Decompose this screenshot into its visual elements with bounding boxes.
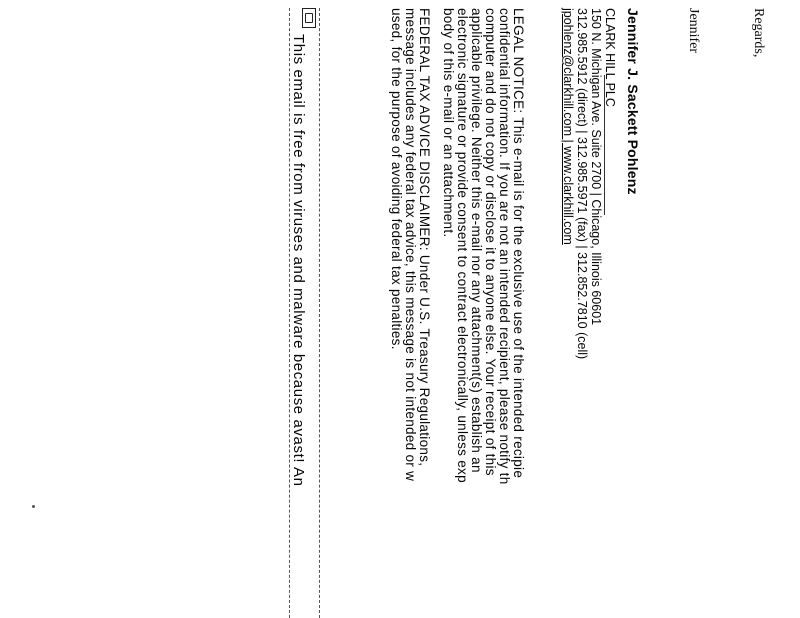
legal-notice-line: LEGAL NOTICE: This e-mail is for the exclusive use of the intended recipie — [511, 8, 526, 479]
legal-notice-line: confidential information. If you are not an intended recipient, please notify th — [497, 8, 512, 485]
footer-text — [291, 34, 305, 487]
legal-notice-line: electronic signature or provide consent to contract electronically, unless exp — [455, 8, 470, 483]
footer-separator-top — [319, 8, 320, 618]
signature-underline — [604, 75, 605, 215]
legal-notice-line: applicable privilege. Neither this e-mail nor any attachment(s) establish an — [469, 8, 484, 473]
signature-phone: 312.985.5912 (direct) | 312.985.5971 (fax) | 312.852.7810 (cell) — [575, 8, 589, 360]
legal-notice-line: computer and do not copy or disclose it to anyone else. Your receipt of this — [483, 8, 498, 476]
tax-disclaimer-line: used, for the purpose of avoiding federal tax penalties. — [389, 8, 404, 350]
scan-dot — [32, 505, 35, 508]
signature-address: 150 N. Michigan Ave. Suite 2700 | Chicago, Illinois 60601 — [589, 8, 603, 326]
signature-firm-name[interactable]: CLARK HILL PLC — [603, 8, 617, 107]
avast-logo-icon[interactable] — [302, 8, 316, 28]
tax-disclaimer-line: message includes any federal tax advice, this message is not intended or w — [403, 8, 418, 482]
signature-full-name: Jennifer J. Sackett Pohlenz — [625, 8, 641, 195]
tax-disclaimer-line: FEDERAL TAX ADVICE DISCLAIMER: Under U.S. Treasury Regulations, — [417, 8, 432, 467]
greeting: Regards, — [751, 8, 766, 58]
signoff-name: Jennifer — [686, 8, 701, 54]
legal-notice-line: body of this e-mail or an attachment. — [441, 8, 456, 238]
footer-text-body: This email is free from viruses and malware because avast! An — [290, 34, 307, 487]
signature-email-link[interactable]: jpohlenz@clarkhill.com | www.clarkhill.com — [561, 8, 575, 245]
